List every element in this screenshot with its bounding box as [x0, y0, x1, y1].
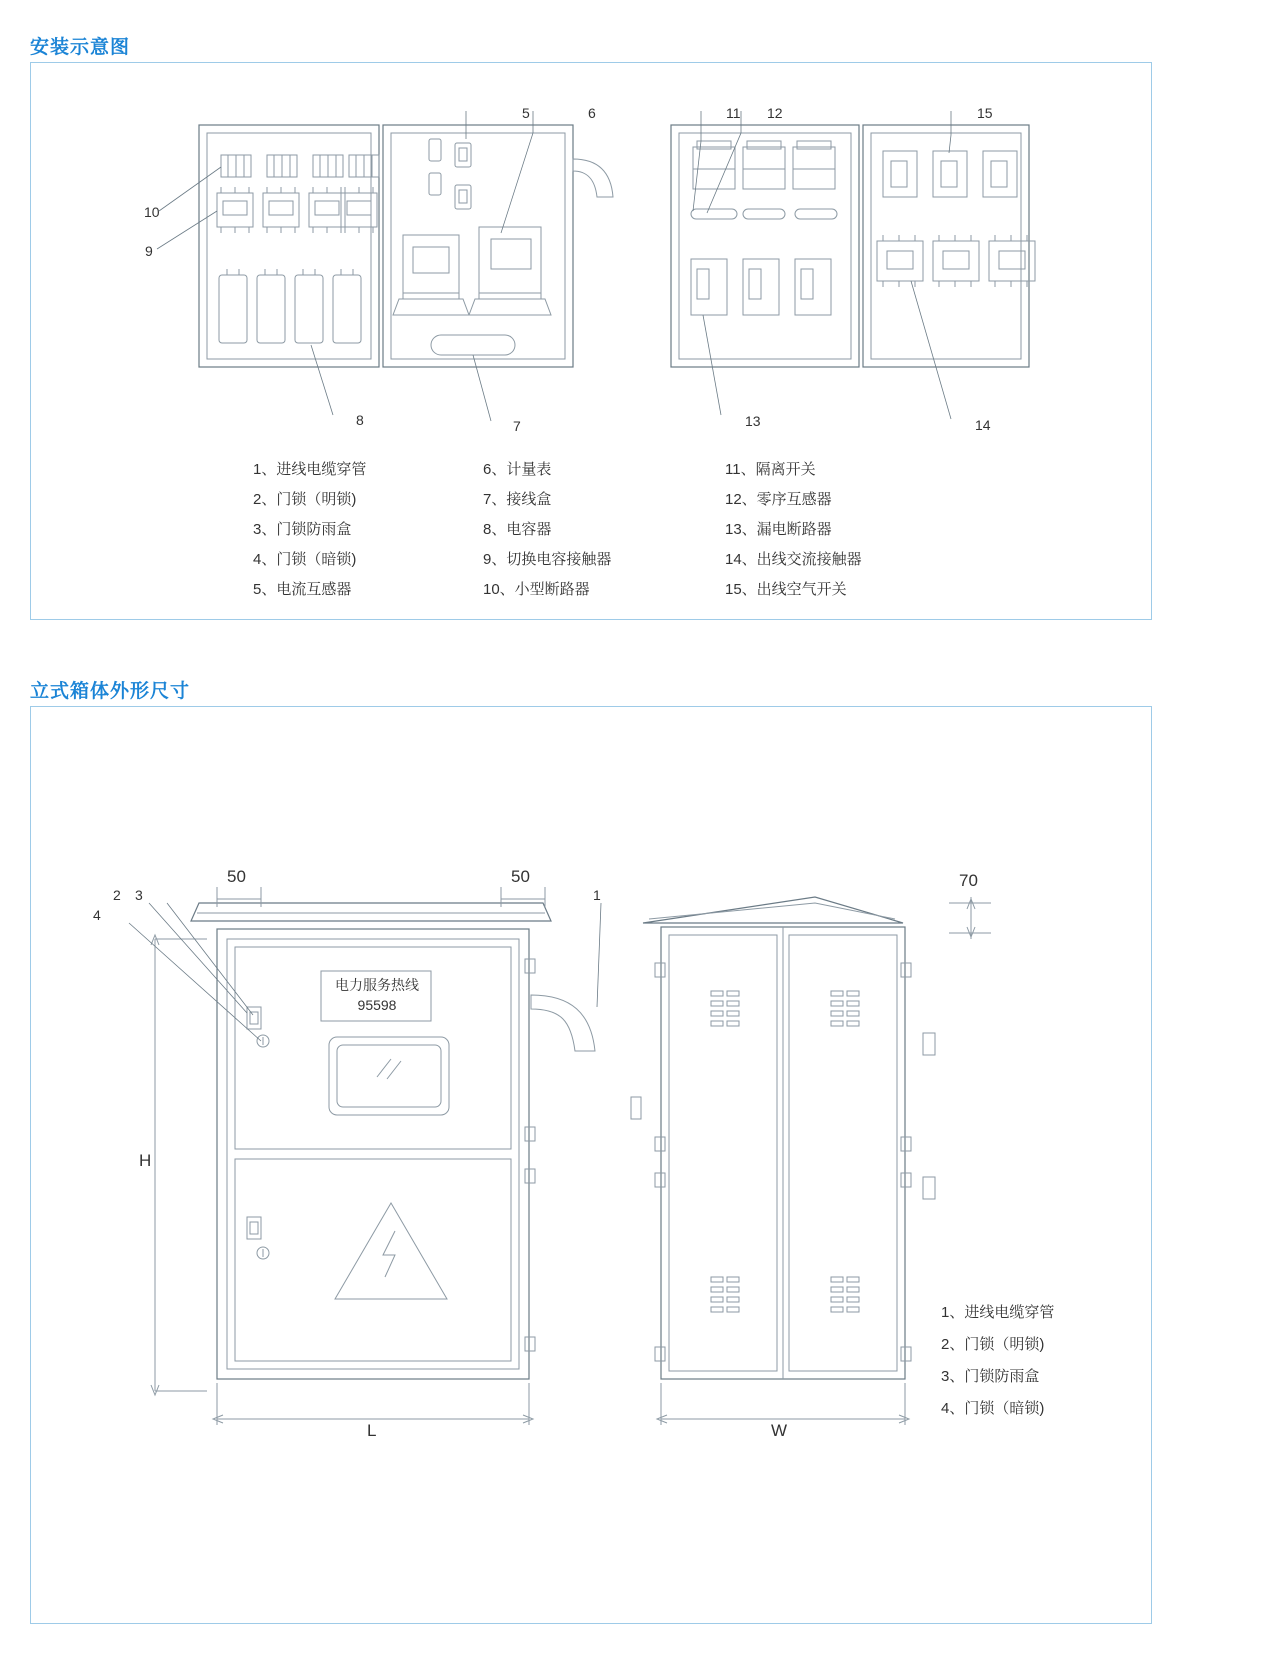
callout-14: 14 — [975, 417, 991, 433]
legend-item: 5、电流互感器 — [253, 581, 352, 598]
callout-5: 5 — [522, 105, 530, 121]
dim-w: W — [771, 1421, 788, 1440]
service-hotline-number: 95598 — [357, 997, 397, 1013]
callout-7: 7 — [513, 418, 521, 434]
legend-item: 7、接线盒 — [483, 491, 552, 508]
install-diagram-panel — [30, 62, 1152, 620]
cabinet-dimensions-panel — [30, 706, 1152, 1624]
legend-column-2 — [483, 455, 611, 605]
legend-item: 3、门锁防雨盒 — [253, 521, 352, 538]
dim-70-side: 70 — [959, 871, 978, 890]
legend-item: 10、小型断路器 — [483, 581, 590, 598]
callout-1: 1 — [593, 887, 601, 903]
legend-item: 1、进线电缆穿管 — [253, 461, 367, 478]
legend-item: 3、门锁防雨盒 — [941, 1368, 1040, 1385]
callout-13: 13 — [745, 413, 761, 429]
dim-l: L — [367, 1421, 377, 1440]
callout-10: 10 — [144, 204, 160, 220]
callout-9: 9 — [145, 243, 153, 259]
callout-4: 4 — [93, 907, 101, 923]
legend-item: 6、计量表 — [483, 461, 552, 478]
legend-item: 8、电容器 — [483, 521, 552, 538]
dim-h: H — [139, 1151, 152, 1170]
legend-item: 9、切换电容接触器 — [483, 551, 612, 568]
legend-item: 13、漏电断路器 — [725, 521, 832, 538]
callout-11: 11 — [726, 105, 741, 121]
dim-50-left: 50 — [227, 867, 246, 886]
legend-item: 4、门锁（暗锁) — [941, 1400, 1045, 1417]
callout-8: 8 — [356, 412, 364, 428]
legend-item: 15、出线空气开关 — [725, 581, 847, 598]
cabinet-dimensions-drawing — [31, 707, 1151, 1623]
legend-item: 2、门锁（明锁) — [253, 491, 357, 508]
service-hotline-label: 电力服务热线 — [335, 977, 419, 993]
dimensions-legend — [941, 1297, 1054, 1425]
legend-item: 1、进线电缆穿管 — [941, 1304, 1055, 1321]
section-title-install: 安装示意图 — [30, 37, 131, 58]
callout-6: 6 — [588, 105, 596, 121]
install-diagram-drawing — [31, 63, 1151, 463]
legend-column-3 — [725, 455, 862, 605]
dim-50-right: 50 — [511, 867, 530, 886]
legend-item: 2、门锁（明锁) — [941, 1336, 1045, 1353]
legend-item: 12、零序互感器 — [725, 491, 832, 508]
callout-12: 12 — [767, 105, 783, 121]
section-title-dimensions: 立式箱体外形尺寸 — [30, 681, 191, 702]
legend-item: 11、隔离开关 — [725, 461, 816, 478]
legend-item: 4、门锁（暗锁) — [253, 551, 357, 568]
callout-3: 3 — [135, 887, 143, 903]
service-hotline-plate — [321, 975, 433, 1015]
legend-column-1 — [253, 455, 366, 605]
callout-15: 15 — [977, 105, 993, 121]
callout-2: 2 — [113, 887, 121, 903]
legend-item: 14、出线交流接触器 — [725, 551, 862, 568]
